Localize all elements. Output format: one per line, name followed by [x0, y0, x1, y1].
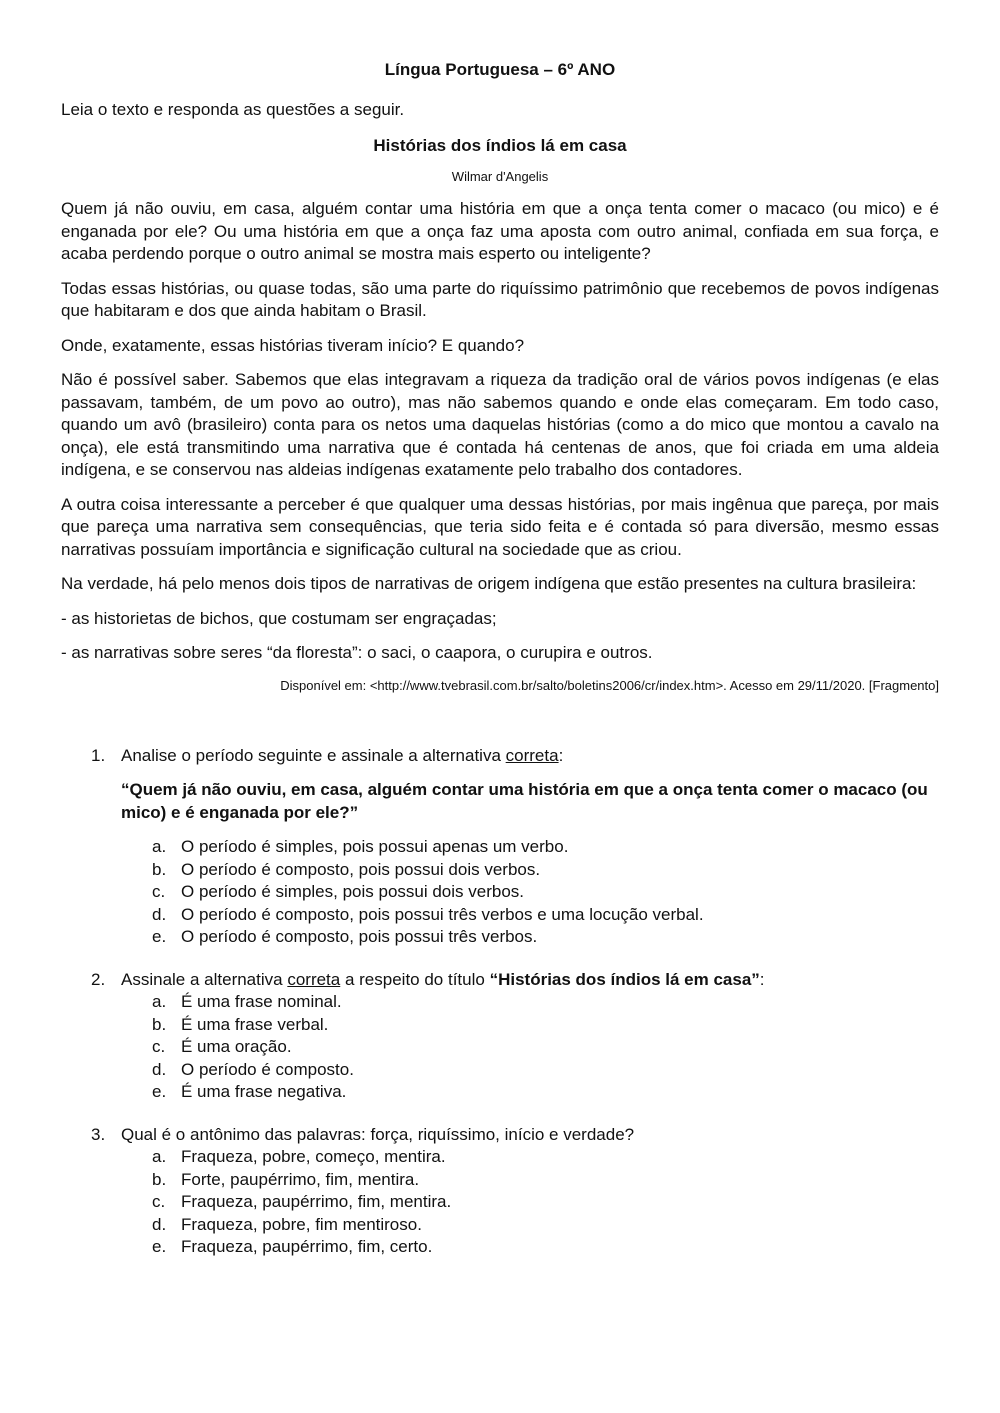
reading-title: Histórias dos índios lá em casa	[373, 136, 627, 155]
option-text: O período é simples, pois possui dois verbos.	[181, 882, 525, 901]
option-letter: d.	[152, 904, 167, 924]
option-b[interactable]	[121, 1169, 939, 1192]
option-letter: a.	[152, 1147, 167, 1166]
option-letter: a.	[152, 837, 167, 856]
question-number: 2.	[91, 969, 106, 989]
option-letter: b.	[152, 1169, 167, 1189]
option-letter: e.	[152, 927, 167, 946]
prompt-text: :	[558, 745, 564, 765]
option-e[interactable]	[121, 1236, 939, 1259]
option-text: Fraqueza, paupérrimo, fim, certo.	[181, 1237, 433, 1256]
prompt-bold: “Histórias dos índios lá em casa”	[489, 969, 760, 989]
option-letter: e.	[152, 1237, 167, 1256]
paragraph: - as narrativas sobre seres “da floresta”: o saci, o caapora, o curupira e outros.	[61, 643, 653, 662]
option-text: Forte, paupérrimo, fim, mentira.	[181, 1169, 420, 1189]
prompt-text: Assinale a alternativa	[121, 969, 288, 989]
question-number: 3.	[91, 1124, 106, 1144]
option-text: O período é composto, pois possui três verbos e uma locução verbal.	[181, 904, 704, 924]
option-text: Fraqueza, pobre, fim mentiroso.	[181, 1214, 422, 1234]
option-text: O período é composto, pois possui três verbos.	[181, 927, 538, 946]
option-letter: c.	[152, 882, 166, 901]
option-text: Fraqueza, pobre, começo, mentira.	[181, 1147, 446, 1166]
option-a[interactable]	[121, 836, 939, 859]
instruction-text: Leia o texto e responda as questões a seguir.	[61, 100, 405, 119]
option-letter: b.	[152, 859, 167, 879]
option-letter: c.	[152, 1192, 166, 1211]
paragraph: Na verdade, há pelo menos dois tipos de narrativas de origem indígena que estão presentes na cultura brasileira:	[61, 574, 917, 593]
question-number: 1.	[91, 745, 106, 765]
options-list	[121, 991, 939, 1104]
option-text: O período é simples, pois possui apenas um verbo.	[181, 837, 569, 856]
option-letter: b.	[152, 1014, 167, 1034]
option-letter: e.	[152, 1082, 167, 1101]
option-b[interactable]	[121, 859, 939, 882]
reading-body	[61, 198, 939, 665]
option-letter: c.	[152, 1037, 166, 1056]
prompt-underlined: correta	[287, 969, 341, 989]
question-prompt	[121, 745, 939, 768]
paragraph: A outra coisa interessante a perceber é que qualquer uma dessas histórias, por mais ingênua que pareça, por mais que pareça uma narrativa sem consequências, que teria sido feita e é contada só para diversão, mesmo essas narrativas possuíam importância e significação cultural na sociedade que as criou.	[61, 494, 939, 559]
option-a[interactable]	[121, 1146, 939, 1169]
option-text: É uma frase verbal.	[181, 1014, 329, 1034]
paragraph: Quem já não ouviu, em casa, alguém contar uma história em que a onça tenta comer o macaco (ou mico) e é enganada por ele? Ou uma história em que a onça faz uma aposta com outro animal, confiada em sua força, e acaba perdendo porque o outro animal se mostra mais esperto ou inteligente?	[61, 199, 939, 263]
options-list	[121, 836, 939, 949]
question-prompt: Qual é o antônimo das palavras: força, riquíssimo, início e verdade?	[121, 1124, 635, 1144]
option-letter: a.	[152, 992, 167, 1011]
option-text: É uma frase nominal.	[181, 992, 342, 1011]
prompt-text: Analise o período seguinte e assinale a alternativa	[121, 745, 506, 765]
option-text: É uma frase negativa.	[181, 1082, 347, 1101]
paragraph: Onde, exatamente, essas histórias tiveram início? E quando?	[61, 335, 525, 355]
option-text: O período é composto.	[181, 1059, 354, 1079]
questions-list	[61, 745, 939, 1259]
option-letter: d.	[152, 1059, 167, 1079]
paragraph: Não é possível saber. Sabemos que elas integravam a riqueza da tradição oral de vários povos indígenas (e elas passavam, também, de um povo ao outro), mas não sabemos quando e onde elas começaram. Em todo caso, quando um avô (brasileiro) conta para os netos uma daquelas histórias (como a do mico que montou a cavalo na onça), ele está transmitindo uma narrativa que é contada há centenas de anos, que foi criada em uma aldeia indígena, e se conservou nas aldeias indígenas exatamente pelo trabalho dos contadores.	[61, 370, 939, 479]
prompt-text: a respeito do título	[340, 969, 490, 989]
option-c[interactable]	[121, 1036, 939, 1059]
option-e[interactable]	[121, 1081, 939, 1104]
question-2	[61, 969, 939, 1104]
prompt-underlined: correta	[505, 745, 559, 765]
option-text: É uma oração.	[181, 1037, 292, 1056]
prompt-text: :	[759, 969, 765, 989]
option-b[interactable]	[121, 1014, 939, 1037]
question-1	[61, 745, 939, 949]
question-prompt	[121, 969, 939, 992]
option-c[interactable]	[121, 881, 939, 904]
question-quote: “Quem já não ouviu, em casa, alguém contar uma história em que a onça tenta comer o macaco (ou mico) e é enganada por ele?”	[121, 780, 928, 822]
page-title: Língua Portuguesa – 6º ANO	[384, 60, 616, 79]
reading-author: Wilmar d'Angelis	[451, 169, 549, 184]
option-a[interactable]	[121, 991, 939, 1014]
option-d[interactable]	[121, 1214, 939, 1237]
question-3	[61, 1124, 939, 1259]
option-e[interactable]	[121, 926, 939, 949]
option-text: Fraqueza, paupérrimo, fim, mentira.	[181, 1192, 452, 1211]
option-d[interactable]	[121, 904, 939, 927]
paragraph: Todas essas histórias, ou quase todas, são uma parte do riquíssimo patrimônio que recebemos de povos indígenas que habitaram e dos que ainda habitam o Brasil.	[61, 278, 939, 320]
option-letter: d.	[152, 1214, 167, 1234]
source-citation: Disponível em: <http://www.tvebrasil.com.br/salto/boletins2006/cr/index.htm>. Acesso em 29/11/2020. [Fragmento]	[280, 677, 939, 693]
option-d[interactable]	[121, 1059, 939, 1082]
paragraph: - as historietas de bichos, que costumam ser engraçadas;	[61, 608, 497, 628]
option-text: O período é composto, pois possui dois verbos.	[181, 859, 541, 879]
options-list	[121, 1146, 939, 1259]
option-c[interactable]	[121, 1191, 939, 1214]
